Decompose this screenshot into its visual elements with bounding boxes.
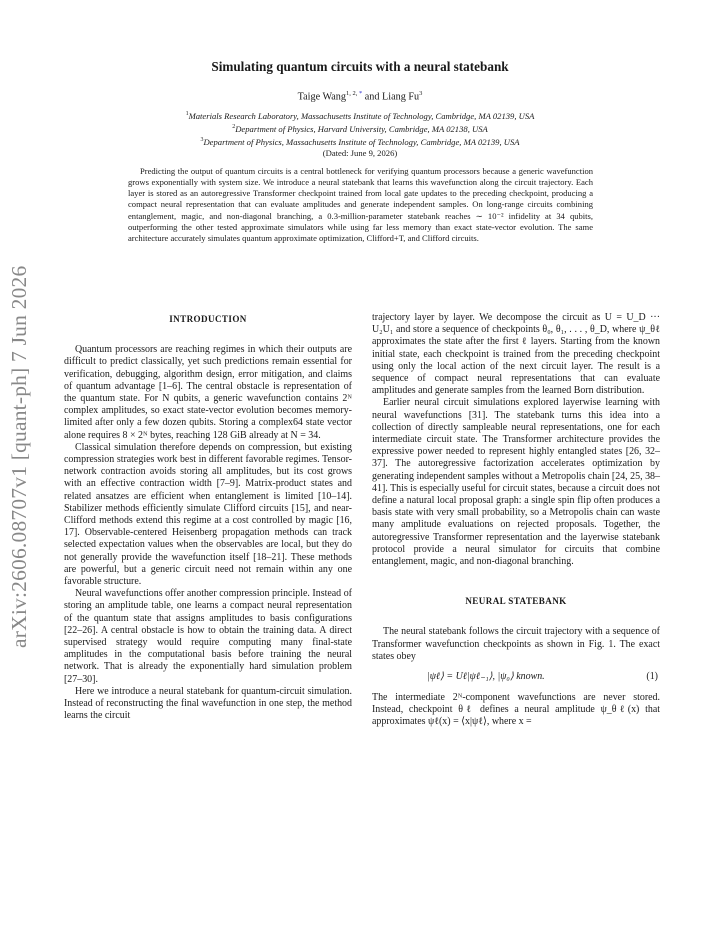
paragraph: Earlier neural circuit simulations explored layerwise learning with neural wavefunctions [31]. The statebank turns this idea into a collection of directly sampleable neural representations, one for each intermediate circuit state. The Transformer architecture provides the expressive power needed to represent highly entangled states [26, 32–37]. The autoregressive factorization accelerates optimization by generating independent samples without a Metropolis chain [24, 25, 38–41]. This is especially useful for circuit states, because a circuit does not define a natural local proposal graph: a single spin flip often produces a basis state with very small probability, so a Metropolis chain can waste many amplitude evaluations on rejected proposals. Together, the autoregressive Transformer representation and the layerwise statebank protocol provide a neural simulator for circuits that combine entanglement, magic, and non-diagonal branching. <box>372 397 660 568</box>
affiliation: $^2$Department of Physics, Harvard University, Cambridge, MA 02138, USA <box>232 123 488 134</box>
section-heading: INTRODUCTION <box>169 314 247 324</box>
equation-1 <box>372 669 660 687</box>
corresponding-author-link[interactable]: * <box>358 90 363 97</box>
paragraph: The neural statebank follows the circuit trajectory with a sequence of Transformer wavefunction checkpoints as shown in Fig. 1. The exact states obey <box>372 626 660 662</box>
affiliation: $^3$Department of Physics, Massachusetts Institute of Technology, Cambridge, MA 02139, USA <box>200 136 520 147</box>
equation-number: (1) <box>646 671 658 683</box>
affiliation: $^1$Materials Research Laboratory, Massachusetts Institute of Technology, Cambridge, MA 02139, USA <box>185 110 535 121</box>
paragraph: The intermediate 2ᴺ-component wavefunctions are never stored. Instead, checkpoint θℓ defines a neural amplitude ψ_θℓ(x) that approximates ψℓ(x) = ⟨x|ψℓ⟩, where x = <box>372 692 660 728</box>
paragraph: Classical simulation therefore depends on compression, but existing compression strategies work best in different favorable regimes. Tensor-network contraction avoids storing all amplitudes, but its cost grows with an effective contraction width [7–9]. Matrix-product states and related ansatzes are efficient when entanglement is limited [10–14]. Stabilizer methods efficiently simulate Clifford circuits [15], and near-Clifford methods extend this regime at a cost controlled by magic [16, 17]. Observable-centered Heisenberg propagation methods can track selected expectation values when the observables are local, but they do not generally provide the wavefunction itself [18–21]. These methods are powerful, but a generic circuit need not remain within any one favorable structure. <box>64 441 352 588</box>
paragraph: Quantum processors are reaching regimes in which their outputs are difficult to predict classically, yet such predictions remain essential for verification, debugging, algorithm design, error mitigation, and claims of quantum advantage [1–6]. The central obstacle is representation of the quantum state. For N qubits, a generic wavefunction contains 2ᴺ complex amplitudes, so exact state-vector evolution becomes memory-limited after only a few dozen qubits. Storing a complex64 state vector alone requires 8 × 2ᴺ bytes, reaching 128 GiB already at N = 34. <box>64 344 352 441</box>
author-conjunction: and <box>364 91 380 103</box>
paper-date: (Dated: June 9, 2026) <box>322 147 398 158</box>
author-affil-marks: 3 <box>419 90 423 97</box>
paragraph: Neural wavefunctions offer another compression principle. Instead of storing an amplitude table, one learns a compact neural representation of the quantum state that assigns amplitudes to basis configurations [22–26]. A central obstacle is how to obtain the training data. A direct supervised strategy would require computing many final-state amplitudes in the computational basis before training the neural network. That is already the exponentially hard simulation problem [27–30]. <box>64 588 352 685</box>
author-name: Taige Wang <box>297 91 346 103</box>
abstract: Predicting the output of quantum circuits is a central bottleneck for verifying quantum processors because a generic wavefunction grows exponentially with system size. We introduce a neural statebank that learns this wavefunction along the circuit trajectory. Each layer is stored as an autoregressive Transformer checkpoint trained from local gate updates to the preceding checkpoint, producing a compact neural representation that can evaluate amplitudes and generate independent samples. On long-range circuits combining entanglement, magic, and non-diagonal branching, a 0.3-million-parameter statebank reaches ∼ 10⁻² infidelity at 34 qubits, outperforming the other tested approximate simulators while using far less memory than exact state-vector evolution. The same architecture accurately simulates quantum approximate optimization, Clifford+T, and Clifford circuits. <box>128 166 593 243</box>
left-column <box>64 313 352 723</box>
author-line <box>0 90 720 102</box>
paragraph: trajectory layer by layer. We decompose the circuit as U = U_D ··· U₂U₁ and store a sequence of checkpoints θ₀, θ₁, . . . , θ_D, where ψ_θℓ approximates the state after the first ℓ layers. Starting from the known initial state, each checkpoint is trained from the preceding checkpoint using only the local action of the next circuit layer. The result is a sequence of compact neural representations that can evaluate amplitudes and generate samples from the learned Born distribution. <box>372 312 660 397</box>
paragraph: Here we introduce a neural statebank for quantum-circuit simulation. Instead of reconstructing the final wavefunction in one step, the method learns the circuit <box>64 685 352 722</box>
author-affil-marks: 1, 2, * <box>345 90 363 97</box>
affiliations <box>0 109 720 159</box>
arxiv-stamp: arXiv:2606.08707v1 [quant-ph] 7 Jun 2026 <box>7 265 31 648</box>
author-name: Liang Fu <box>382 91 420 103</box>
equation-body: |ψℓ⟩ = Uℓ|ψℓ₋₁⟩, |ψ₀⟩ known. <box>427 671 545 683</box>
paper-title: Simulating quantum circuits with a neural statebank <box>211 59 509 74</box>
right-column <box>372 312 660 729</box>
section-heading: NEURAL STATEBANK <box>465 596 567 607</box>
